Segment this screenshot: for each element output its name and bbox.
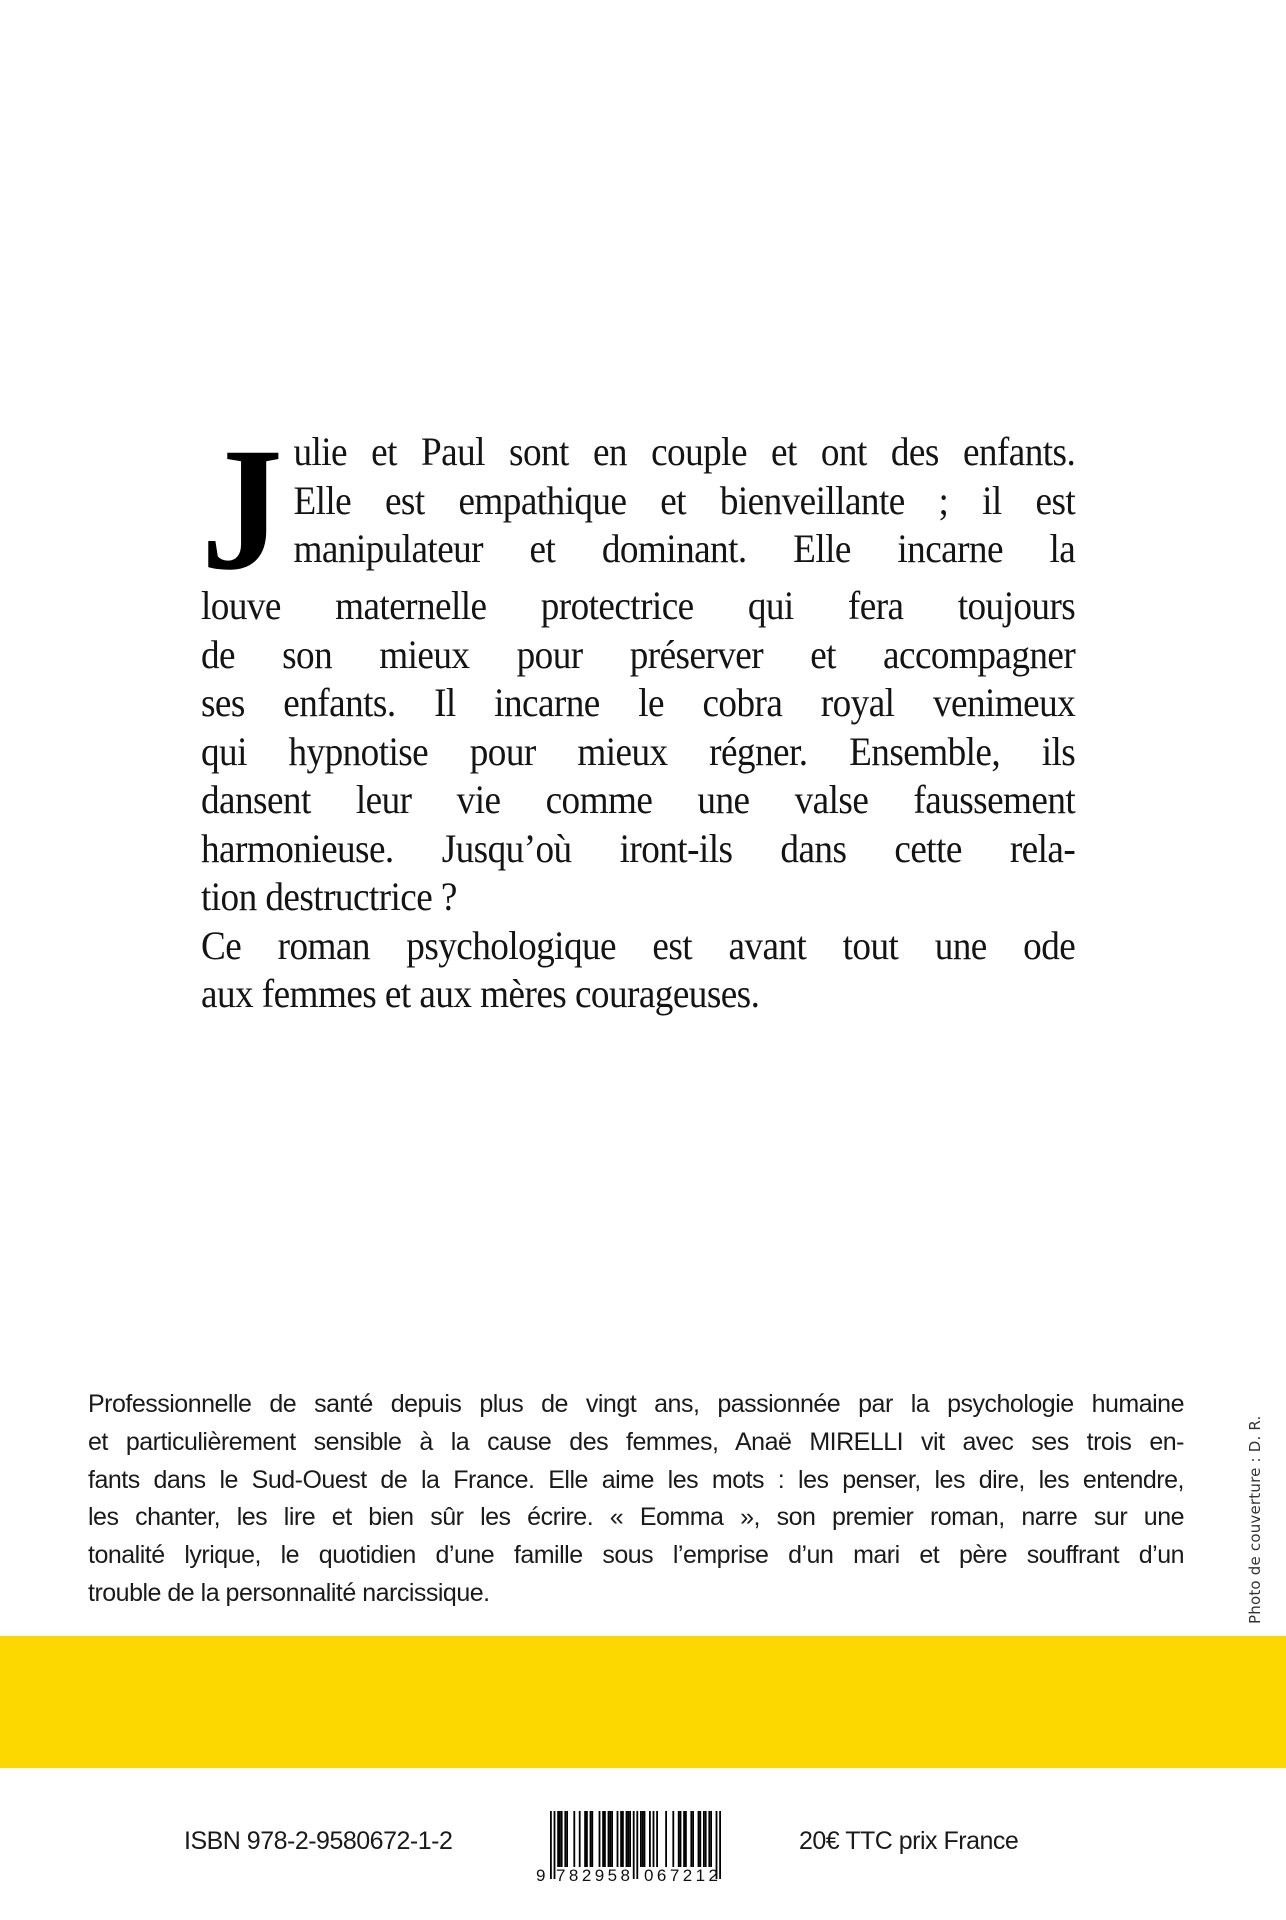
yellow-band xyxy=(0,1636,1286,1768)
barcode-bar xyxy=(698,1811,700,1867)
barcode-bar xyxy=(633,1811,635,1879)
back-cover-blurb xyxy=(201,412,1076,1019)
barcode-bar xyxy=(626,1811,628,1867)
barcode-bar xyxy=(683,1811,685,1867)
barcode-bar xyxy=(559,1811,561,1867)
barcode-bar xyxy=(604,1811,606,1867)
barcode-bar xyxy=(653,1811,655,1867)
barcode-bar xyxy=(640,1811,642,1867)
barcode-bar xyxy=(561,1811,563,1867)
blurb-line: dansent leur vie comme une valse faussement xyxy=(201,777,1076,822)
barcode xyxy=(536,1811,736,1883)
barcode-bar xyxy=(629,1811,631,1867)
barcode-bar xyxy=(703,1811,705,1867)
bio-line: les chanter, les lire et bien sûr les écrire. « Eomma », son premier roman, narre sur une xyxy=(88,1503,1184,1532)
barcode-left-group: 782958 xyxy=(556,1866,630,1883)
barcode-bar xyxy=(590,1811,592,1867)
barcode-bar xyxy=(708,1811,710,1867)
blurb-line: de son mieux pour préserver et accompagner xyxy=(201,631,1076,677)
blurb-line: Elle est empathique et bienveillante ; il est xyxy=(293,477,1076,523)
blurb-line: tion destructrice ? xyxy=(201,874,457,919)
barcode-bar xyxy=(692,1811,694,1867)
barcode-bar xyxy=(622,1811,624,1867)
bio-line: tonalité lyrique, le quotidien d’une famille sous l’emprise d’un mari et père souffrant d’un xyxy=(88,1541,1184,1570)
barcode-graphic xyxy=(536,1811,736,1883)
blurb-line: ulie et Paul sont en couple et ont des enfants. xyxy=(293,429,1076,474)
barcode-bar xyxy=(584,1811,586,1867)
barcode-bar xyxy=(699,1811,701,1867)
barcode-bar xyxy=(665,1811,667,1867)
barcode-bar xyxy=(649,1811,651,1867)
author-bio xyxy=(88,1386,1184,1613)
barcode-bar xyxy=(656,1811,658,1867)
barcode-first-digit: 9 xyxy=(536,1866,546,1883)
bio-line: trouble de la personnalité narcissique. xyxy=(88,1578,490,1607)
barcode-bar xyxy=(719,1811,721,1879)
bio-line: et particulièrement sensible à la cause des femmes, Anaë MIRELLI vit avec ses trois en- xyxy=(88,1427,1184,1456)
barcode-bar xyxy=(710,1811,712,1867)
barcode-bar xyxy=(557,1811,559,1867)
blurb-line: qui hypnotise pour mieux régner. Ensemble, ils xyxy=(201,728,1076,774)
blurb-line: Ce roman psychologique est avant tout une ode xyxy=(201,922,1076,968)
blurb-line: aux femmes et aux mères courageuses. xyxy=(201,971,760,1016)
barcode-bar xyxy=(685,1811,687,1867)
barcode-bar xyxy=(611,1811,613,1867)
blurb-line: harmonieuse. Jusqu’où iront-ils dans cette rela- xyxy=(201,825,1076,871)
barcode-bar xyxy=(620,1811,622,1867)
barcode-bar xyxy=(627,1811,629,1867)
barcode-bar xyxy=(608,1811,610,1867)
barcode-bar xyxy=(636,1811,638,1879)
barcode-right-group: 067212 xyxy=(644,1866,718,1883)
bio-line: Professionnelle de santé depuis plus de vingt ans, passionnée par la psychologie humaine xyxy=(88,1390,1184,1418)
barcode-bar xyxy=(644,1811,646,1867)
bio-line: fants dans le Sud-Ouest de la France. Elle aime les mots : les penser, les dire, les entendre, xyxy=(88,1465,1184,1494)
barcode-bar xyxy=(579,1811,581,1867)
barcode-bar xyxy=(672,1811,674,1867)
barcode-bar xyxy=(566,1811,568,1867)
barcode-bar xyxy=(599,1811,601,1867)
blurb-line: louve maternelle protectrice qui fera toujours xyxy=(201,583,1076,628)
barcode-bar xyxy=(573,1811,575,1867)
barcode-bar xyxy=(550,1811,552,1879)
price-text: 20€ TTC prix France xyxy=(799,1827,1019,1855)
blurb-line: manipulateur et dominant. Elle incarne la xyxy=(293,526,1076,571)
blurb-line: ses enfants. Il incarne le cobra royal venimeux xyxy=(201,680,1076,725)
drop-cap: J xyxy=(201,412,283,607)
barcode-bar xyxy=(680,1811,682,1867)
barcode-bar xyxy=(564,1811,566,1867)
isbn-text: ISBN 978-2-9580672-1-2 xyxy=(184,1827,453,1855)
barcode-bar xyxy=(617,1811,619,1867)
barcode-bar xyxy=(705,1811,707,1867)
barcode-bar xyxy=(586,1811,588,1867)
barcode-bar xyxy=(609,1811,611,1867)
photo-credit: Photo de couverture : D. R. xyxy=(1246,1415,1264,1624)
barcode-bar xyxy=(642,1811,644,1867)
barcode-bar xyxy=(602,1811,604,1867)
barcode-bar xyxy=(591,1811,593,1867)
barcode-bar xyxy=(678,1811,680,1867)
barcode-bar xyxy=(690,1811,692,1867)
